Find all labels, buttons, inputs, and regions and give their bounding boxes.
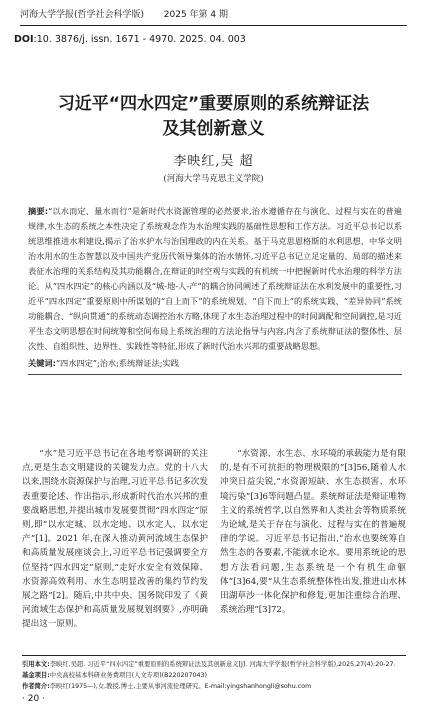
author-note [22, 681, 406, 692]
authors: 李映红,吴 超 [173, 154, 254, 169]
body-paragraph-2: “水资源、水生态、水环境的承载能力是有限的,是有不可抗拒的物理极限的”[3]56,随着人水冲突日益尖锐,“水资源短缺、水生态损害、水环境污染”[3]6等问题凸显。系统辩证法是辩证唯物主义的系统哲学,以自然界和人类社会等物质系统为论域,是关于存在与演化、过程与实在的普遍规律的学说。习近平总书记指出,“治水也要统筹自然生态的各要素,不能就水论水。要用系统论的思想方法看问题,生态系统是一个有机生命躯体”[3]64,要“从生态系统整体性出发,推进山水林田湖草沙一体化保护和修复,更加注重综合治理、系统治理”[3]72。 [220, 449, 406, 616]
page-number: · 20 · [22, 694, 45, 704]
affiliation: (河海大学马克思主义学院) [163, 174, 264, 184]
funding-note [22, 670, 406, 681]
title-line-1: 习近平“四水四定”重要原则的系统辩证法 [57, 94, 370, 114]
journal-header [20, 8, 407, 26]
footnotes [22, 655, 406, 692]
citation-note [22, 659, 406, 670]
year-issue: 2025 年第 4 期 [163, 10, 228, 20]
author-note-label: 作者简介: [22, 683, 50, 690]
abstract-label: 摘要: [28, 206, 48, 216]
funding-text: 中央高校基本科研业务费项目(人文专项)(B220207043) [49, 672, 207, 679]
doi-line [14, 34, 246, 45]
body-text [22, 447, 406, 632]
abstract-text: “以水而定、量水而行”是新时代水资源管理的必然要求,治水遵循存在与演化、过程与实在的普遍规律,水生态的系统之本性决定了系统观念作为水治理实践的基础性思想和工作方法。习近平总书记以系统思维推进水利建设,揭示了治水护水与治国理政的内在关系。基于马克思恩格斯的水利思想、中华文明治水用水的生态智慧以及中国共产党历代领导集体的治水情怀,习近平总书记立足定量的、局部的描述来表征水治理的关系结构及其功能耦合,在辩证的时空观与实践的有机统一中把握新时代水治理的科学方法论。从“四水四定”的核心内涵以及“城-地-人-产”的耦合协同阐述了系统辩证法在水利发展中的重要性,习近平“四水四定”重要原则中所谋划的“自上而下”的系统规划、“自下而上”的系统实践、“差异协同”系统功能耦合、“纵向贯通”的系统动态调控治水方略,体现了水生态治理过程中的时间调配和空间调控,是习近平生态文明思想在时间统筹和空间布局上系统治理的方法论指导与内容,内含了系统辩证法的整体性、层次性、自组织性、边界性、实践性等特征,形成了新时代治水兴邦的重要战略思想。 [28, 206, 402, 351]
body-paragraph-1: “水”是习近平总书记在各地考察调研的关注点,更是生态文明建设的关键发力点。党的十八大以来,围绕水资源保护与治理,习近平总书记多次发表重要论述、作出指示,形成新时代治水兴邦的重要战略思想,并提出城市发展要贯彻“四水四定”原则,即“以水定城、以水定地、以水定人、以水定产”[1]。2021 年,在深入推动黄河流域生态保护和高质量发展座谈会上,习近平总书记强调要全方位坚持“四水四定”原则,“走好水安全有效保障、水资源高效利用、水生态明显改善的集约节约发展之路”[2]。随后,中共中央、国务院印发了《黄河流域生态保护和高质量发展规划纲要》,亦明确提出这一原则。 [22, 449, 208, 630]
keywords-text: “四水四定”;治水;系统辩证法;实践 [55, 358, 179, 368]
journal-name: 河海大学学报(哲学社会科学版) [20, 10, 145, 20]
doi-label: DOI [14, 34, 34, 45]
doi-value: :10. 3876/j. issn. 1671 - 4970. 2025. 04. 003 [33, 34, 246, 45]
funding-label: 基金项目: [22, 672, 50, 679]
article-title [20, 92, 407, 142]
abstract-block [28, 204, 402, 375]
citation-label: 引用本文: [22, 661, 50, 668]
keywords-label: 关键词: [28, 358, 56, 368]
citation-text: 李映红,吴超. 习近平“四水四定”重要原则的系统辩证法及其创新意义[J]. 河海大学学报(哲学社会科学版),2025,27(4):20-27. [49, 661, 396, 668]
title-line-2: 及其创新意义 [162, 119, 265, 139]
keywords-line [28, 356, 402, 371]
author-note-text: 李映红(1975—),女,教授,博士,主要从事河流伦理研究。E-mail:yingshanhongli@sohu.com [49, 683, 312, 690]
